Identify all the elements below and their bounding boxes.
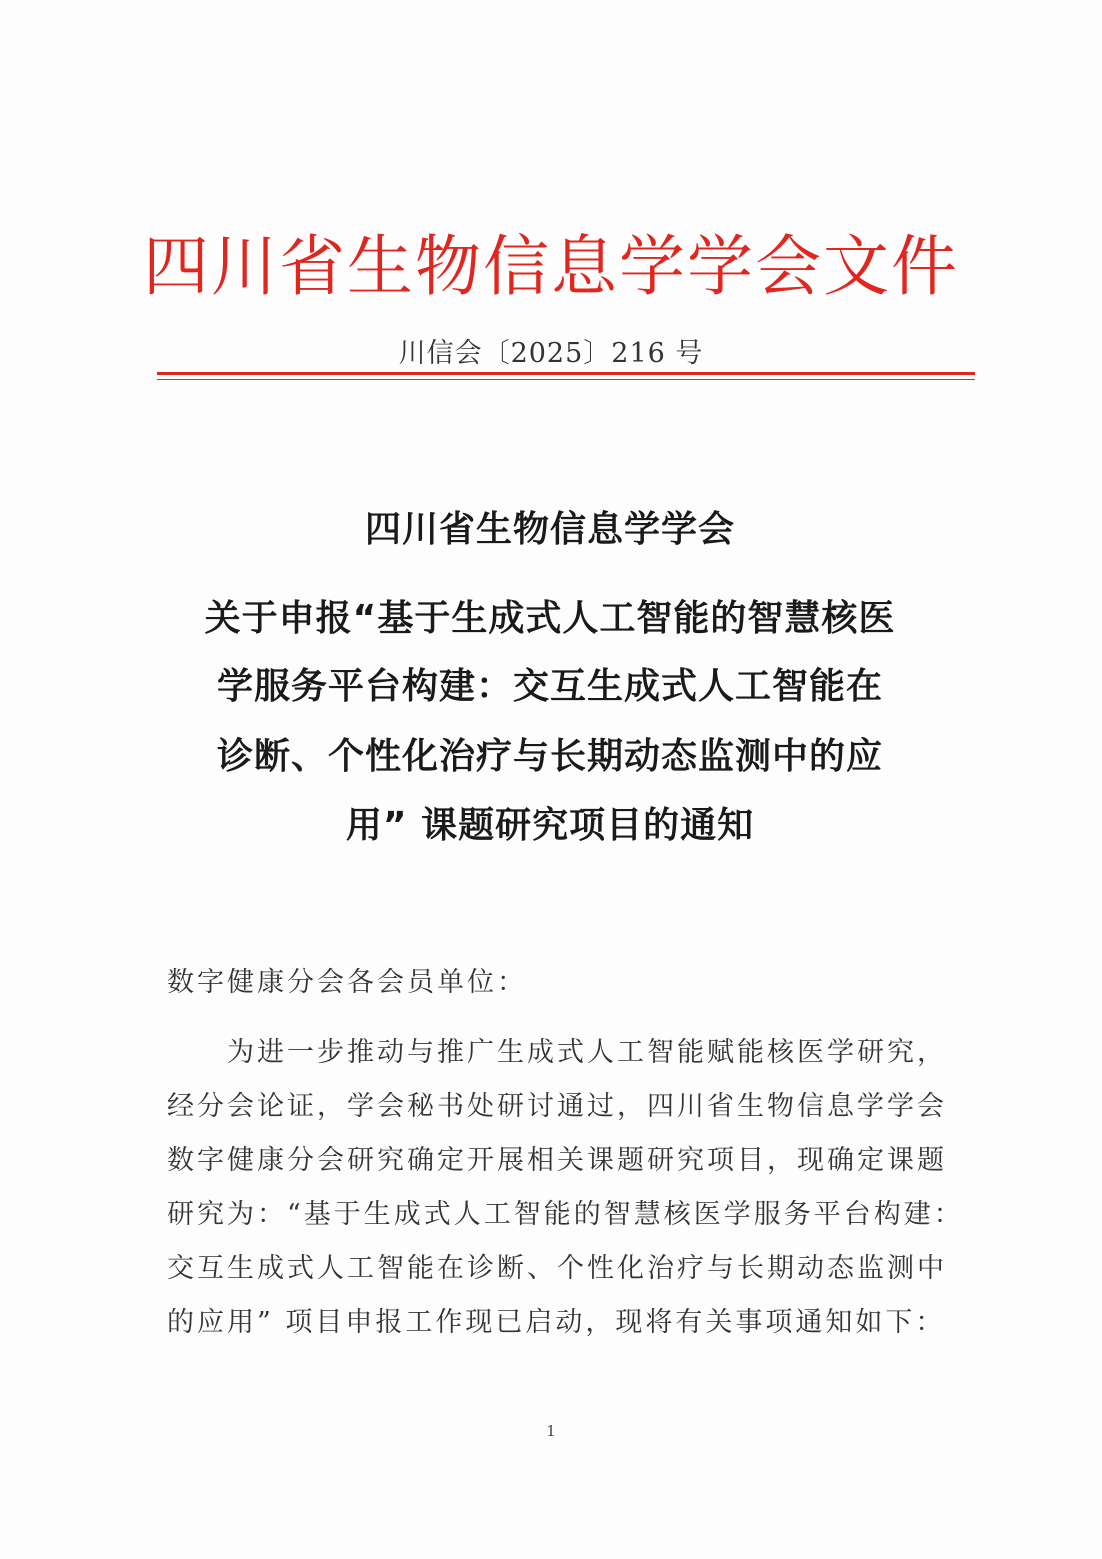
notice-title-line: 用” 课题研究项目的通知 <box>345 805 755 846</box>
notice-title-organization: 四川省生物信息学学会 <box>364 509 735 550</box>
header-divider-thin <box>157 379 975 380</box>
notice-title-line: 诊断、个性化治疗与长期动态监测中的应 <box>216 736 883 777</box>
body-paragraph-line: 数字健康分会研究确定开展相关课题研究项目，现确定课题 <box>167 1145 947 1176</box>
notice-title-line: 学服务平台构建：交互生成式人工智能在 <box>216 666 883 707</box>
document-number: 川信会〔2025〕216 号 <box>398 338 704 369</box>
body-paragraph-line: 经分会论证，学会秘书处研讨通过，四川省生物信息学学会 <box>167 1091 947 1122</box>
salutation: 数字健康分会各会员单位： <box>167 967 527 998</box>
body-paragraph-line: 为进一步推动与推广生成式人工智能赋能核医学研究， <box>227 1037 947 1068</box>
header-divider-thick <box>157 372 975 375</box>
body-paragraph-line: 的应用” 项目申报工作现已启动，现将有关事项通知如下： <box>167 1307 946 1338</box>
document-header-title: 四川省生物信息学学会文件 <box>143 228 959 305</box>
body-paragraph-line: 交互生成式人工智能在诊断、个性化治疗与长期动态监测中 <box>167 1253 947 1284</box>
page-number: 1 <box>546 1422 556 1440</box>
notice-title-line: 关于申报“基于生成式人工智能的智慧核医 <box>204 598 896 639</box>
body-paragraph-line: 研究为：“基于生成式人工智能的智慧核医学服务平台构建： <box>167 1199 964 1230</box>
